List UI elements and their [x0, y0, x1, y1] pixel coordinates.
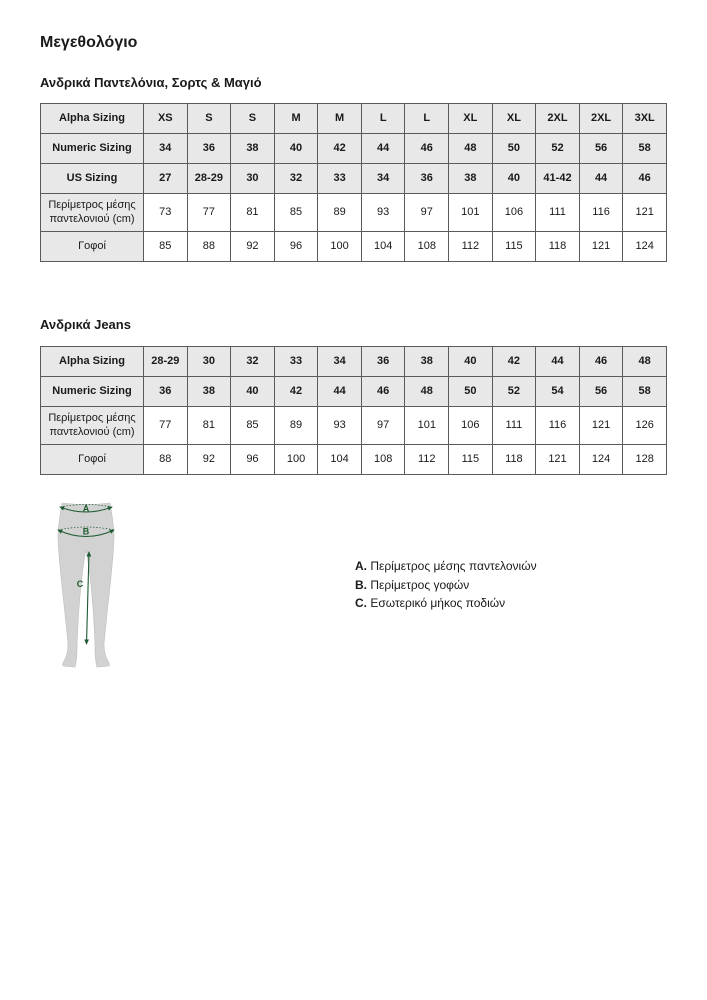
- value-cell: 28-29: [187, 164, 231, 194]
- value-cell: 116: [536, 407, 580, 445]
- value-cell: 32: [274, 164, 318, 194]
- value-cell: L: [405, 104, 449, 134]
- value-cell: 92: [187, 445, 231, 475]
- value-cell: 30: [231, 164, 275, 194]
- value-cell: 126: [623, 407, 667, 445]
- value-cell: 77: [144, 407, 188, 445]
- value-cell: 96: [231, 445, 275, 475]
- value-cell: 96: [274, 232, 318, 262]
- value-cell: 116: [579, 194, 623, 232]
- row-label-cell: Alpha Sizing: [41, 347, 144, 377]
- value-cell: 38: [405, 347, 449, 377]
- value-cell: 85: [144, 232, 188, 262]
- value-cell: 50: [449, 377, 493, 407]
- value-cell: XL: [492, 104, 536, 134]
- value-cell: 48: [623, 347, 667, 377]
- value-cell: 36: [405, 164, 449, 194]
- value-cell: 106: [492, 194, 536, 232]
- value-cell: 112: [405, 445, 449, 475]
- value-cell: 121: [579, 407, 623, 445]
- value-cell: 27: [144, 164, 188, 194]
- value-cell: 40: [492, 164, 536, 194]
- value-cell: 36: [187, 134, 231, 164]
- value-cell: M: [318, 104, 362, 134]
- value-cell: S: [231, 104, 275, 134]
- value-cell: 46: [361, 377, 405, 407]
- size-table-pants: [40, 103, 667, 262]
- value-cell: 48: [449, 134, 493, 164]
- value-cell: 56: [579, 134, 623, 164]
- value-cell: 108: [361, 445, 405, 475]
- value-cell: XS: [144, 104, 188, 134]
- value-cell: 93: [361, 194, 405, 232]
- value-cell: L: [361, 104, 405, 134]
- value-cell: 77: [187, 194, 231, 232]
- page-title: Μεγεθολόγιο: [40, 34, 138, 51]
- value-cell: 73: [144, 194, 188, 232]
- table-row: [41, 377, 667, 407]
- value-cell: 3XL: [623, 104, 667, 134]
- value-cell: 93: [318, 407, 362, 445]
- legend-key: B.: [355, 577, 367, 592]
- value-cell: 48: [405, 377, 449, 407]
- value-cell: 52: [536, 134, 580, 164]
- row-label-cell: Περίμετρος μέσης παντελονιού (cm): [41, 407, 144, 445]
- row-label-cell: US Sizing: [41, 164, 144, 194]
- value-cell: 40: [274, 134, 318, 164]
- measurement-legend: [355, 557, 537, 613]
- value-cell: S: [187, 104, 231, 134]
- legend-text: Περίμετρος γοφών: [367, 577, 470, 592]
- value-cell: 97: [405, 194, 449, 232]
- value-cell: 36: [361, 347, 405, 377]
- value-cell: 115: [492, 232, 536, 262]
- section-heading-jeans: Ανδρικά Jeans: [40, 317, 131, 332]
- legend-text: Περίμετρος μέσης παντελονιών: [367, 559, 537, 573]
- value-cell: 100: [318, 232, 362, 262]
- marker-c-label: C: [76, 579, 84, 589]
- value-cell: 115: [449, 445, 493, 475]
- value-cell: 118: [536, 232, 580, 262]
- value-cell: 44: [536, 347, 580, 377]
- value-cell: 54: [536, 377, 580, 407]
- value-cell: 38: [449, 164, 493, 194]
- value-cell: 88: [144, 445, 188, 475]
- value-cell: 38: [187, 377, 231, 407]
- value-cell: 128: [623, 445, 667, 475]
- value-cell: 34: [318, 347, 362, 377]
- size-table-jeans: [40, 346, 667, 475]
- value-cell: 40: [449, 347, 493, 377]
- value-cell: 101: [405, 407, 449, 445]
- value-cell: XL: [449, 104, 493, 134]
- value-cell: 30: [187, 347, 231, 377]
- value-cell: 42: [318, 134, 362, 164]
- table-row: [41, 134, 667, 164]
- row-label-cell: Γοφοί: [41, 232, 144, 262]
- value-cell: 58: [623, 134, 667, 164]
- value-cell: 34: [144, 134, 188, 164]
- value-cell: 112: [449, 232, 493, 262]
- value-cell: 88: [187, 232, 231, 262]
- legend-key: C.: [355, 596, 367, 610]
- value-cell: 100: [274, 445, 318, 475]
- value-cell: 42: [492, 347, 536, 377]
- value-cell: 40: [231, 377, 275, 407]
- table-row: [41, 407, 667, 445]
- value-cell: 85: [231, 407, 275, 445]
- value-cell: 33: [318, 164, 362, 194]
- legend-item: [355, 557, 537, 576]
- legend-item: [355, 594, 537, 613]
- value-cell: 106: [449, 407, 493, 445]
- value-cell: 32: [231, 347, 275, 377]
- value-cell: 41-42: [536, 164, 580, 194]
- value-cell: 124: [579, 445, 623, 475]
- value-cell: 33: [274, 347, 318, 377]
- value-cell: 52: [492, 377, 536, 407]
- value-cell: 97: [361, 407, 405, 445]
- row-label-cell: Γοφοί: [41, 445, 144, 475]
- value-cell: 36: [144, 377, 188, 407]
- value-cell: 46: [579, 347, 623, 377]
- inseam-arrow: [87, 552, 90, 644]
- legend-item: [355, 576, 537, 595]
- value-cell: 104: [361, 232, 405, 262]
- table-row: [41, 232, 667, 262]
- value-cell: 42: [274, 377, 318, 407]
- value-cell: 81: [187, 407, 231, 445]
- table-row: [41, 194, 667, 232]
- legend-key: A.: [355, 559, 367, 573]
- table-row: [41, 347, 667, 377]
- value-cell: 121: [536, 445, 580, 475]
- value-cell: 111: [536, 194, 580, 232]
- value-cell: 104: [318, 445, 362, 475]
- value-cell: 46: [405, 134, 449, 164]
- row-label-cell: Numeric Sizing: [41, 134, 144, 164]
- value-cell: 38: [231, 134, 275, 164]
- value-cell: 2XL: [536, 104, 580, 134]
- value-cell: 108: [405, 232, 449, 262]
- value-cell: 89: [318, 194, 362, 232]
- value-cell: 124: [623, 232, 667, 262]
- value-cell: 89: [274, 407, 318, 445]
- section-heading-pants: Ανδρικά Παντελόνια, Σορτς & Μαγιό: [40, 75, 262, 90]
- value-cell: 85: [274, 194, 318, 232]
- value-cell: 81: [231, 194, 275, 232]
- value-cell: 2XL: [579, 104, 623, 134]
- marker-b-label: B: [82, 526, 90, 537]
- value-cell: 101: [449, 194, 493, 232]
- marker-a-label: A: [82, 503, 90, 514]
- value-cell: 121: [579, 232, 623, 262]
- value-cell: M: [274, 104, 318, 134]
- row-label-cell: Περίμετρος μέσης παντελονιού (cm): [41, 194, 144, 232]
- value-cell: 50: [492, 134, 536, 164]
- legend-text: Εσωτερικό μήκος ποδιών: [367, 596, 506, 610]
- table-row: [41, 445, 667, 475]
- value-cell: 58: [623, 377, 667, 407]
- table-row: [41, 104, 667, 134]
- value-cell: 118: [492, 445, 536, 475]
- value-cell: 34: [361, 164, 405, 194]
- value-cell: 121: [623, 194, 667, 232]
- table-row: [41, 164, 667, 194]
- value-cell: 44: [318, 377, 362, 407]
- value-cell: 44: [361, 134, 405, 164]
- value-cell: 46: [623, 164, 667, 194]
- value-cell: 44: [579, 164, 623, 194]
- pants-measurement-diagram: [50, 498, 122, 676]
- row-label-cell: Numeric Sizing: [41, 377, 144, 407]
- row-label-cell: Alpha Sizing: [41, 104, 144, 134]
- value-cell: 92: [231, 232, 275, 262]
- value-cell: 56: [579, 377, 623, 407]
- value-cell: 28-29: [144, 347, 188, 377]
- value-cell: 111: [492, 407, 536, 445]
